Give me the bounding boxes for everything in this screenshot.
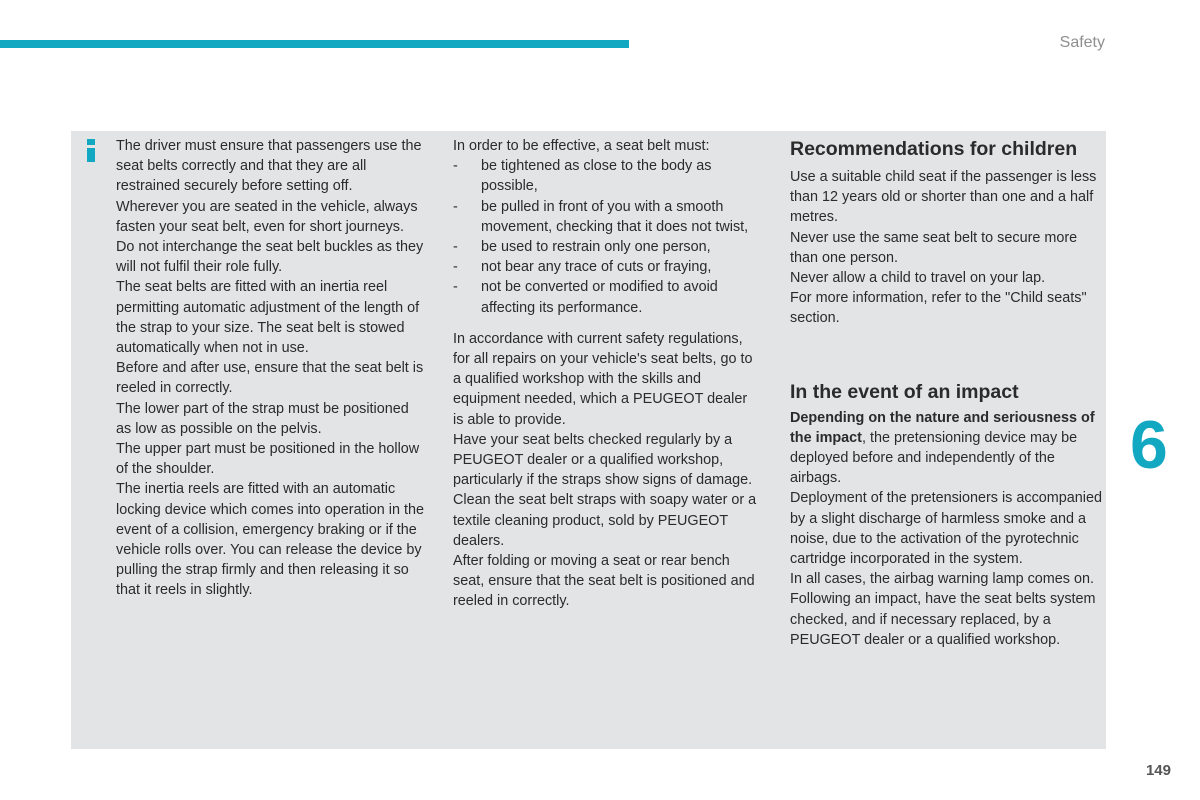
children-paragraph: For more information, refer to the "Child seats" section. (790, 290, 1087, 327)
list-bullet: - (453, 259, 458, 276)
effectiveness-paragraph: In accordance with current safety regulations, for all repairs on your vehicle's seat belts, go to a qualified workshop with the skills and equipment needed, which a PEUGEOT dealer is able to provide. (453, 330, 753, 428)
right-column (790, 136, 1102, 650)
info-paragraph: The lower part of the strap must be positioned as low as possible on the pelvis. (116, 400, 409, 437)
effectiveness-paragraph: After folding or moving a seat or rear bench seat, ensure that the seat belt is positioned and reeled in correctly. (453, 553, 755, 610)
impact-heading: In the event of an impact (790, 380, 1019, 403)
info-paragraph: The upper part must be positioned in the hollow of the shoulder. (116, 441, 420, 478)
list-item: - not bear any trace of cuts or fraying, (453, 257, 758, 277)
info-paragraph: Do not interchange the seat belt buckles as they will not fulfil their role fully. (116, 239, 424, 276)
children-paragraph: Never use the same seat belt to secure more than one person. (790, 229, 1078, 266)
list-bullet: - (453, 279, 458, 296)
list-item: - be used to restrain only one person, (453, 237, 758, 257)
page-number: 149 (1145, 762, 1171, 779)
effectiveness-paragraph: Clean the seat belt straps with soapy water or a textile cleaning product, sold by PEUGEOT dealers. (453, 492, 757, 549)
impact-lead-rest: , the pretensioning device may be deployed before and independently of the airbags. (790, 429, 1078, 487)
info-paragraph: The driver must ensure that passengers use the seat belts correctly and that they are all restrained securely before setting off. (116, 138, 422, 195)
header-accent-bar (0, 40, 629, 48)
impact-paragraph: Deployment of the pretensioners is accompanied by a slight discharge of harmless smoke and a noise, due to the activation of the pyrotechnic cartridge incorporated in the system. (790, 490, 1102, 568)
list-bullet: - (453, 198, 458, 215)
list-item: - be pulled in front of you with a smooth movement, checking that it does not twist, (453, 198, 749, 235)
children-heading: Recommendations for children (790, 138, 1078, 160)
impact-lead-bold: Depending on the nature and seriousness of the impact (790, 409, 1095, 446)
impact-paragraph: Following an impact, have the seat belts system checked, and if necessary replaced, by a PEUGEOT dealer or a qualified workshop. (790, 591, 1096, 648)
effectiveness-list (453, 156, 758, 318)
effectiveness-intro: In order to be effective, a seat belt must: (453, 138, 710, 154)
info-icon (84, 136, 100, 164)
impact-paragraph: In all cases, the airbag warning lamp comes on. (790, 571, 1094, 588)
section-title: Safety (1059, 34, 1105, 51)
effectiveness-section (453, 136, 758, 612)
info-paragraph: The inertia reels are fitted with an automatic locking device which comes into operation in the event of a collision, emergency braking or if the vehicle rolls over. You can release the device by pulling the strap firmly and then releasing it so that it reels in slightly. (116, 481, 424, 599)
info-paragraph: The seat belts are fitted with an inertia reel permitting automatic adjustment of the length of the strap to your size. The seat belt is stowed automatically when not in use. (116, 279, 420, 357)
children-paragraph: Never allow a child to travel on your lap. (790, 270, 1046, 287)
list-bullet: - (453, 239, 458, 256)
impact-lead (790, 408, 1102, 489)
info-box (116, 136, 426, 601)
info-paragraph: Wherever you are seated in the vehicle, always fasten your seat belt, even for short journeys. (116, 198, 418, 235)
info-paragraph: Before and after use, ensure that the seat belt is reeled in correctly. (116, 360, 424, 397)
list-bullet: - (453, 158, 458, 175)
effectiveness-paragraph: Have your seat belts checked regularly by a PEUGEOT dealer or a qualified workshop, particularly if the straps show signs of damage. (453, 431, 753, 489)
list-item: - not be converted or modified to avoid affecting its performance. (453, 279, 718, 316)
list-item: - be tightened as close to the body as possible, (453, 158, 712, 195)
children-paragraph: Use a suitable child seat if the passenger is less than 12 years old or shorter than one and a half metres. (790, 169, 1097, 226)
chapter-number: 6 (1130, 407, 1168, 483)
